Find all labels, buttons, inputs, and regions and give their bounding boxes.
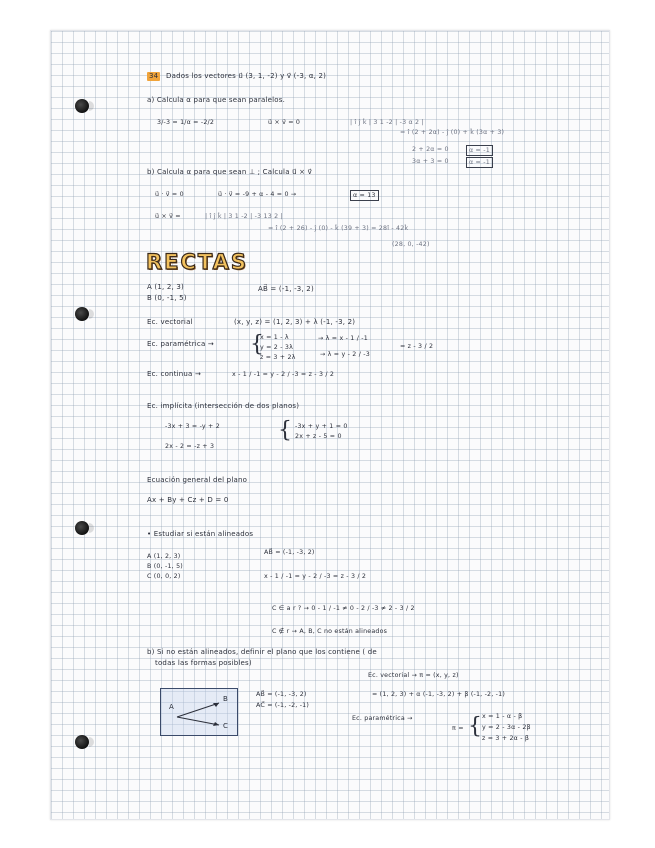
parallel-eq-2: 3α + 3 = 0 [412,158,449,165]
plane-vectorial-equation: = (1, 2, 3) + α (-1, -3, 2) + β (-1, -2, -1) [372,691,505,698]
perp-dot-2: u⃗ · v⃗ = -9 + α - 4 = 0 → [218,191,297,198]
aligned-point-a: A (1, 2, 3) [147,553,181,560]
plane-parametric-brace: { [468,714,482,739]
aligned-check: C ∈ a r ? → 0 - 1 / -1 ≠ 0 - 2 / -3 ≠ 2 - 3 / 2 [272,605,415,612]
perp-dot-1: u⃗ · v⃗ = 0 [155,191,184,198]
parametric-z: z = 3 + 2λ [260,354,296,361]
parallel-result-1: α = -1 [466,145,493,156]
point-a: A (1, 2, 3) [147,283,184,291]
plane-question-line1: b) Si no están alineados, definir el plano que los contiene ( de [147,648,377,656]
implicit-1: -3x + 3 = -y + 2 [165,423,220,430]
aligned-conclusion: C ∉ r → A, B, C no están alineados [272,628,388,635]
diagram-label-b: B [223,695,228,703]
diagram-label-a: A [169,703,174,711]
parametric-label: Ec. paramétrica → [147,340,214,348]
implicit-label: Ec. implícita (intersección de dos planos) [147,402,300,410]
plane-parametric-z: z = 3 + 2α - β [482,735,530,742]
perp-result: α = 13 [350,190,379,201]
parallel-expansion: = î (2 + 2α) - ĵ (0) + k̂ (3α + 3) [400,129,505,136]
arrow-ab [177,703,219,717]
parallel-result-2: α = -1 [466,157,493,168]
plane-parametric-y: y = 2 - 3α - 2β [482,724,531,731]
aligned-point-c: C (0, 0, 2) [147,573,181,580]
plane-vectorial-label: Ec. vectorial → π = (x, y, z) [368,672,459,679]
plane-equation: Ax + By + Cz + D = 0 [147,496,229,504]
plane-vector-ac: AC⃗ = (-1, -2, -1) [256,702,310,709]
vectorial-equation: (x, y, z) = (1, 2, 3) + λ (-1, -3, 2) [234,318,356,326]
point-b: B (0, -1, 5) [147,294,187,302]
continuous-label: Ec. continua → [147,370,202,378]
aligned-question: • Estudiar si están alineados [147,530,254,538]
exercise-number: 34 [149,72,159,80]
parametric-lambda-2: → λ = y - 2 / -3 [320,351,370,358]
aligned-point-b: B (0, -1, 5) [147,563,183,570]
binder-hole-4 [75,735,89,749]
perp-determinant: | î ĵ k̂ | 3 1 -2 | -3 13 2 | [205,213,283,220]
parallel-determinant: | î ĵ k̂ | 3 1 -2 | -3 α 2 | [350,119,424,126]
parametric-lambda-3: = z - 3 / 2 [400,343,434,350]
plane-parametric-x: x = 1 - α - β [482,713,523,720]
perp-cross: u⃗ × v⃗ = [155,213,181,220]
implicit-result-2: 2x + z - 5 = 0 [295,433,342,440]
aligned-line: x - 1 / -1 = y - 2 / -3 = z - 3 / 2 [264,573,367,580]
aligned-vector-ab: AB⃗ = (-1, -3, 2) [264,549,315,556]
implicit-brace: { [278,418,292,443]
vector-ab: AB⃗ = (-1, -3, 2) [258,285,314,293]
binder-hole-3 [75,521,89,535]
parametric-x: x = 1 - λ [260,334,289,341]
perp-expansion: = î (2 + 26) - ĵ (0) - k̂ (39 + 3) = 28î - 42k̂ [268,225,409,232]
diagram-label-c: C [223,722,228,730]
plane-question-line2: todas las formas posibles) [155,659,252,667]
binder-hole-1 [75,99,89,113]
implicit-result-1: -3x + y + 1 = 0 [295,423,348,430]
question-b: b) Calcula α para que sean ⊥ ; Calcula u⃗ × v⃗ [147,168,313,176]
parallel-cross: u⃗ × v⃗ = 0 [268,119,301,126]
points-diagram [160,688,238,736]
arrow-ac [177,717,219,725]
plane-parametric-label: Ec. paramétrica → [352,715,413,722]
parametric-y: y = 2 - 3λ [260,344,294,351]
parametric-brace: { [250,332,264,357]
plane-label: Ecuación general del plano [147,476,248,484]
plane-pi: π = [452,725,464,732]
section-title: RECTAS [146,250,248,274]
perp-vector: (28, 0, -42) [392,241,430,248]
binder-hole-2 [75,307,89,321]
plane-vector-ab: AB⃗ = (-1, -3, 2) [256,691,307,698]
parallel-ratio: 3/-3 = 1/α = -2/2 [157,119,215,126]
parallel-eq-1: 2 + 2α = 0 [412,146,449,153]
vectorial-label: Ec. vectorial [147,318,193,326]
parametric-lambda-1: → λ = x - 1 / -1 [318,335,368,342]
exercise-statement: Dados los vectores u⃗ (3, 1, -2) y v⃗ (-3, α, 2) [166,72,327,80]
implicit-2: 2x - 2 = -z + 3 [165,443,215,450]
continuous-equation: x - 1 / -1 = y - 2 / -3 = z - 3 / 2 [232,371,335,378]
question-a: a) Calcula α para que sean paralelos. [147,96,286,104]
